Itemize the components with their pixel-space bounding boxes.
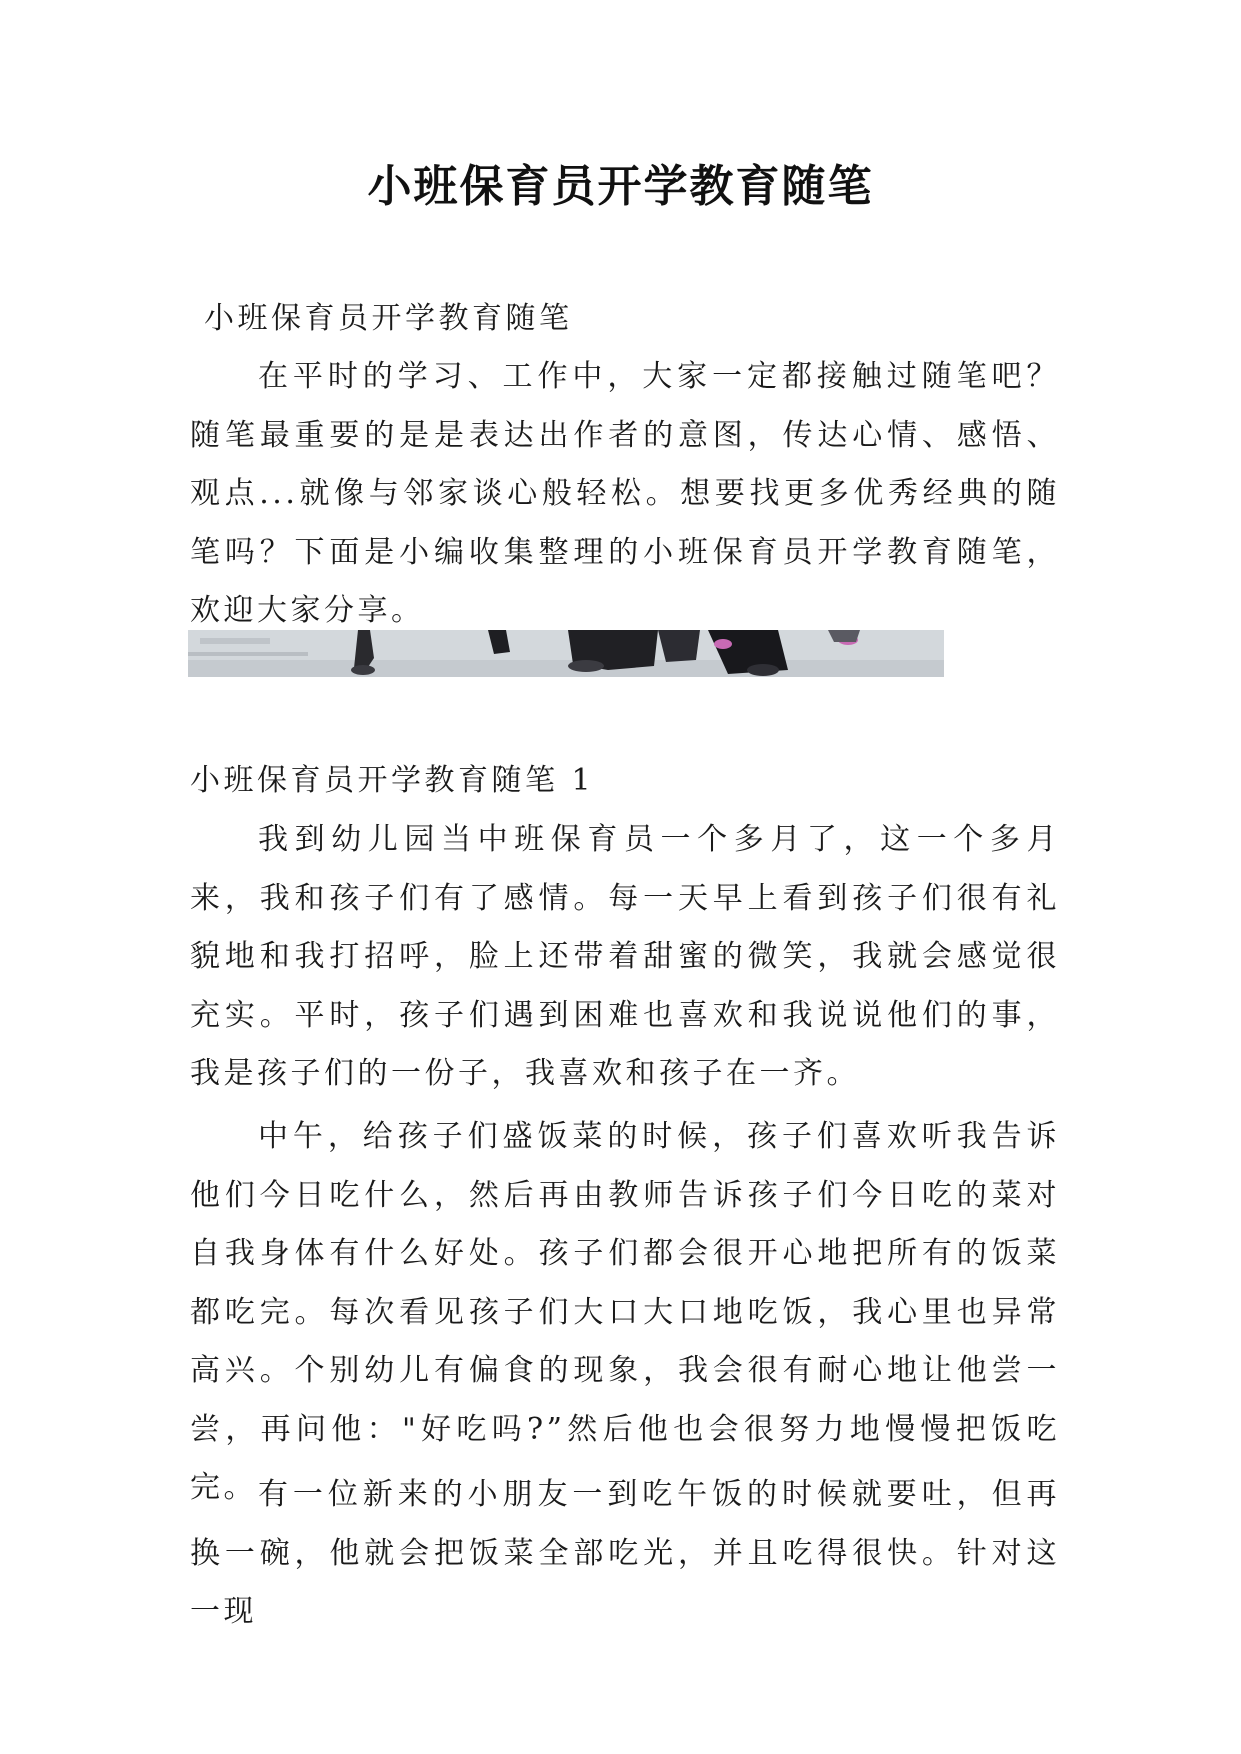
section-paragraph-3 xyxy=(190,1466,1060,1642)
banner-image xyxy=(188,630,944,677)
section-heading: 小班保育员开学教育随笔 1 xyxy=(190,763,595,798)
document-subtitle: 小班保育员开学教育随笔 xyxy=(204,301,573,336)
photo-strip-icon xyxy=(188,630,944,677)
section-paragraph-1 xyxy=(190,811,1060,1104)
paragraph-text: 中午，给孩子们盛饭菜的时候，孩子们喜欢听我告诉他们今日吃什么，然后再由教师告诉孩子们今日吃的菜对自我身体有什么好处。孩子们都会很开心地把所有的饭菜都吃完。每次看见孩子们大口大口地吃饭，我心里也异常高兴。个别幼儿有偏食的现象，我会很有耐心地让他尝一尝，再问他："好吃吗?”然后他也会很努力地慢慢把饭吃完。 xyxy=(190,1119,1060,1505)
section-paragraph-2 xyxy=(190,1108,1060,1518)
document-title: 小班保育员开学教育随笔 xyxy=(367,161,874,212)
intro-paragraph xyxy=(190,348,1060,641)
paragraph-text: 我到幼儿园当中班保育员一个多月了，这一个多月来，我和孩子们有了感情。每一天早上看到孩子们很有礼貌地和我打招呼，脸上还带着甜蜜的微笑，我就会感觉很充实。平时，孩子们遇到困难也喜欢和我说说他们的事，我是孩子们的一份子，我喜欢和孩子在一齐。 xyxy=(190,822,1060,1091)
intro-paragraph-text: 在平时的学习、工作中，大家一定都接触过随笔吧？随笔最重要的是是表达出作者的意图，传达心情、感悟、观点...就像与邻家谈心般轻松。想要找更多优秀经典的随笔吗？下面是小编收集整理的小班保育员开学教育随笔，欢迎大家分享。 xyxy=(190,359,1060,628)
paragraph-text: 有一位新来的小朋友一到吃午饭的时候就要吐，但再换一碗，他就会把饭菜全部吃光，并且吃得很快。针对这一现 xyxy=(190,1477,1060,1629)
